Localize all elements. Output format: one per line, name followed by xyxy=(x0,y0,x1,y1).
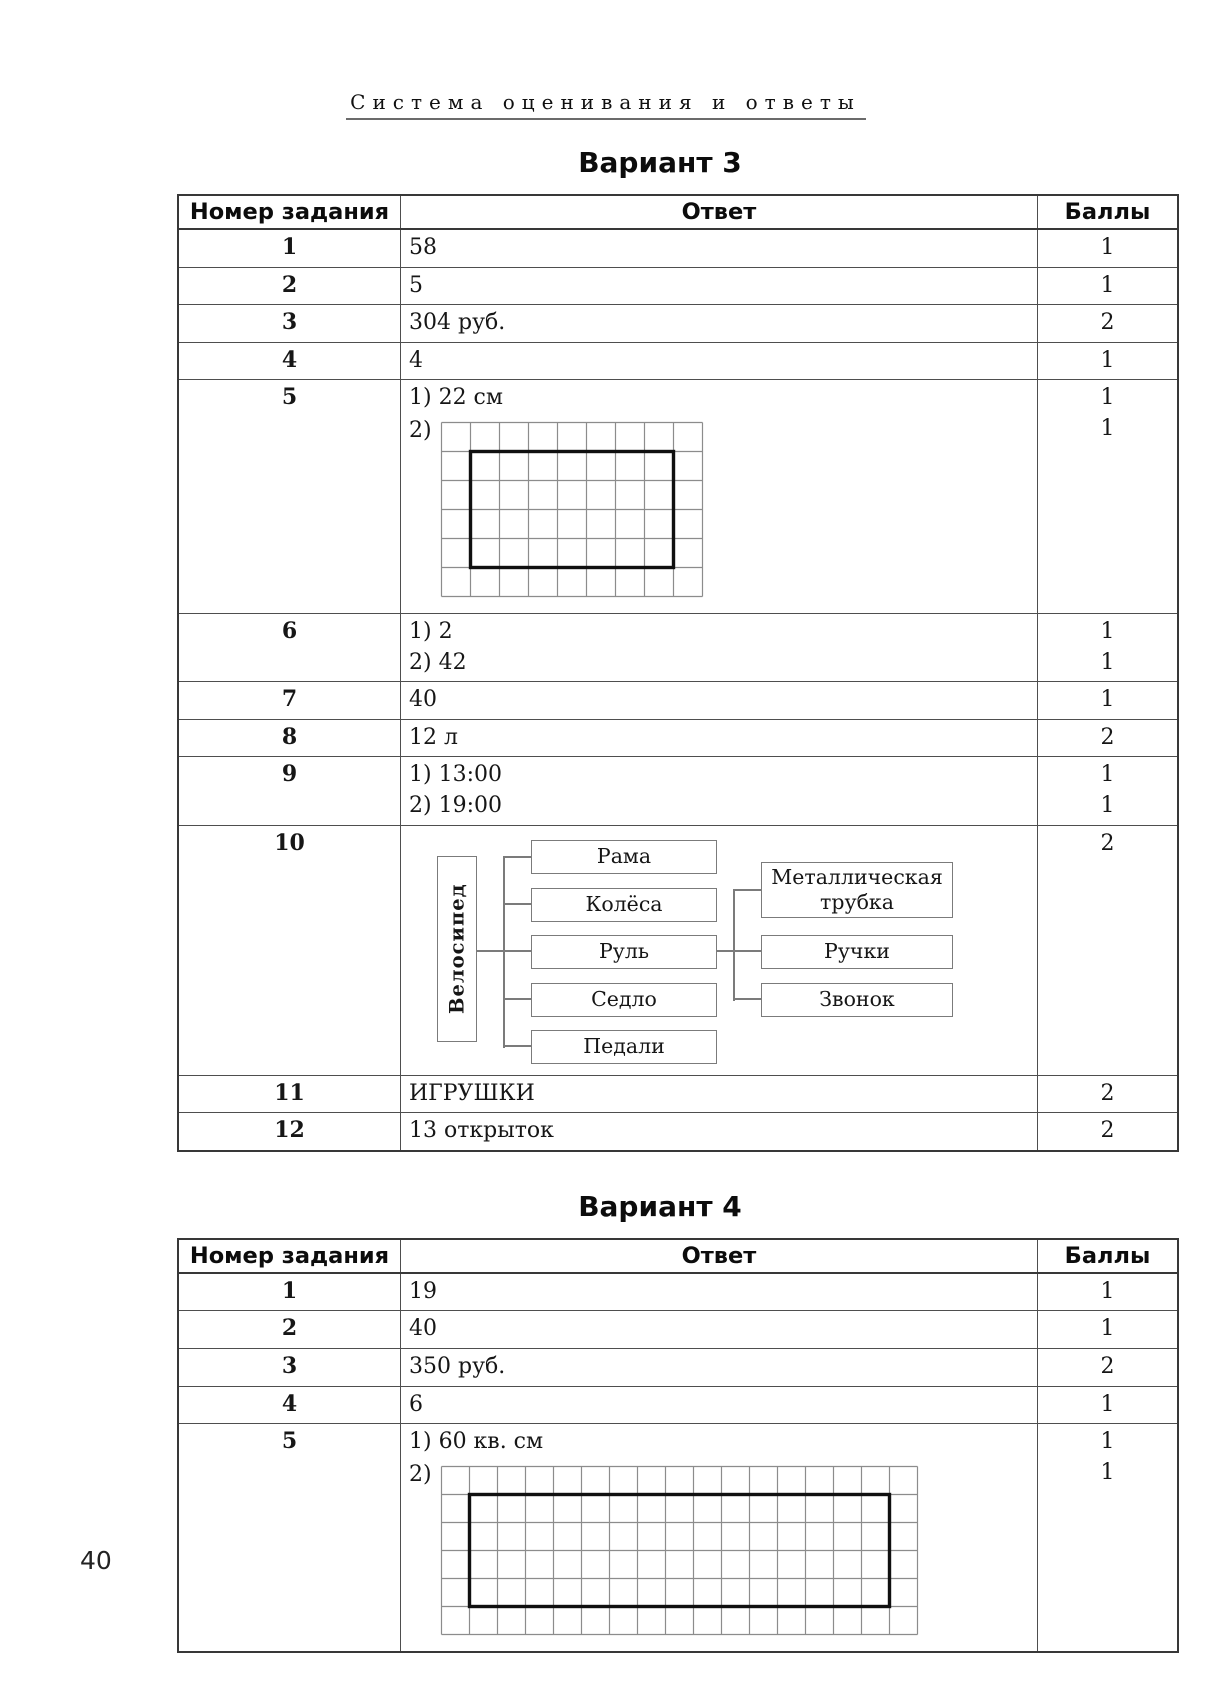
answer-line: 1) 60 кв. см xyxy=(409,1429,544,1455)
answer-cell xyxy=(401,1424,1038,1652)
diagram-subnode-box: Металлическая трубка xyxy=(761,862,953,918)
points-value: 1 xyxy=(1100,792,1115,818)
points-value: 1 xyxy=(1100,687,1115,713)
page-number: 40 xyxy=(80,1546,112,1575)
points-cell xyxy=(1038,229,1179,267)
points-value: 1 xyxy=(1100,762,1115,788)
points-cell xyxy=(1038,342,1179,380)
running-header-text: Система оценивания и ответы xyxy=(350,90,861,114)
answer-line: 304 руб. xyxy=(409,310,506,336)
diagram-node-box: Седло xyxy=(531,983,717,1017)
table-row xyxy=(178,825,1178,1075)
table-row xyxy=(178,1273,1178,1311)
task-number-cell: 12 xyxy=(178,1113,401,1151)
table-row xyxy=(178,682,1178,720)
running-header xyxy=(156,0,1056,120)
task-number-cell: 10 xyxy=(178,825,401,1075)
table-row xyxy=(178,342,1178,380)
diagram-connector xyxy=(504,856,531,858)
task-number-cell: 8 xyxy=(178,719,401,757)
column-header: Ответ xyxy=(401,1239,1038,1273)
diagram-node-box: Педали xyxy=(531,1030,717,1064)
points-cell xyxy=(1038,1386,1179,1424)
grid-lines xyxy=(441,422,702,596)
answer-line: 1) 13:00 xyxy=(409,762,502,788)
task-number-cell: 4 xyxy=(178,342,401,380)
points-cell xyxy=(1038,613,1179,681)
task-number-cell: 5 xyxy=(178,1424,401,1652)
answer-cell xyxy=(401,342,1038,380)
answer-line: 58 xyxy=(409,235,437,260)
points-value: 1 xyxy=(1100,415,1115,441)
diagram-node-box: Колёса xyxy=(531,888,717,922)
task-number-cell: 3 xyxy=(178,305,401,343)
diagram-subnode-box: Ручки xyxy=(761,935,953,969)
diagram-connector xyxy=(735,950,761,952)
table-row xyxy=(178,757,1178,825)
points-cell xyxy=(1038,1348,1179,1386)
answer-line: 5 xyxy=(409,272,423,298)
answer-cell xyxy=(401,682,1038,720)
points-cell xyxy=(1038,719,1179,757)
bicycle-diagram xyxy=(409,832,1013,1068)
answer-line: 1) 22 см xyxy=(409,385,503,411)
column-header: Баллы xyxy=(1038,1239,1179,1273)
variant3-table-body xyxy=(178,229,1178,1151)
points-cell xyxy=(1038,305,1179,343)
column-header: Ответ xyxy=(401,195,1038,229)
points-cell xyxy=(1038,1075,1179,1113)
answer-line: 19 xyxy=(409,1278,437,1304)
variant3-table-head xyxy=(178,195,1178,229)
header-row xyxy=(178,195,1178,229)
diagram-connector xyxy=(735,889,761,891)
answer-line: 40 xyxy=(409,1316,437,1342)
task-number-cell: 6 xyxy=(178,613,401,681)
answer-cell xyxy=(401,380,1038,614)
diagram-subnode-box: Звонок xyxy=(761,983,953,1017)
points-cell xyxy=(1038,825,1179,1075)
variant4-title: Вариант 4 xyxy=(578,1189,742,1223)
variant4-table-body xyxy=(178,1273,1178,1652)
points-value: 1 xyxy=(1100,1278,1115,1304)
column-header: Номер задания xyxy=(178,195,401,229)
table-row xyxy=(178,1424,1178,1652)
table-row xyxy=(178,1075,1178,1113)
task-number-cell: 2 xyxy=(178,267,401,305)
answer-line: 350 руб. xyxy=(409,1353,506,1379)
grid-block xyxy=(409,417,1029,598)
answer-cell xyxy=(401,1386,1038,1424)
points-value: 1 xyxy=(1100,235,1115,260)
points-cell xyxy=(1038,1424,1179,1652)
task-number-cell: 7 xyxy=(178,682,401,720)
answer-cell xyxy=(401,1075,1038,1113)
variant3-title: Вариант 3 xyxy=(578,146,742,179)
column-header: Номер задания xyxy=(178,1239,401,1273)
task-number-cell: 3 xyxy=(178,1348,401,1386)
diagram-connector xyxy=(733,889,735,1001)
answer-line: 2) 19:00 xyxy=(409,792,502,818)
points-value: 1 xyxy=(1100,618,1115,644)
diagram-connector xyxy=(503,856,505,1048)
diagram-root-box: Велосипед xyxy=(437,856,477,1042)
table-row xyxy=(178,380,1178,614)
task-number-cell: 9 xyxy=(178,757,401,825)
answer-grid xyxy=(440,1465,919,1636)
answer-line: ИГРУШКИ xyxy=(409,1080,535,1106)
diagram-node-box: Рама xyxy=(531,840,717,874)
table-row xyxy=(178,1311,1178,1349)
task-number-cell: 11 xyxy=(178,1075,401,1113)
points-value: 1 xyxy=(1100,1391,1115,1417)
points-cell xyxy=(1038,682,1179,720)
points-cell xyxy=(1038,380,1179,614)
table-row xyxy=(178,305,1178,343)
task-number-cell: 1 xyxy=(178,1273,401,1311)
diagram-connector xyxy=(504,1045,531,1047)
header-row xyxy=(178,1239,1178,1273)
points-value: 1 xyxy=(1100,1429,1115,1455)
task-number-cell: 2 xyxy=(178,1311,401,1349)
task-number-cell: 5 xyxy=(178,380,401,614)
grid-lines xyxy=(441,1466,917,1634)
table-row xyxy=(178,613,1178,681)
points-value: 1 xyxy=(1100,347,1115,373)
answer-line: 1) 2 xyxy=(409,618,453,644)
grid-block xyxy=(409,1461,1029,1636)
points-value: 1 xyxy=(1100,1459,1115,1485)
answer-line: 2) xyxy=(409,1461,432,1487)
points-value: 2 xyxy=(1100,724,1115,750)
task-number-cell: 4 xyxy=(178,1386,401,1424)
table-row xyxy=(178,719,1178,757)
diagram-connector xyxy=(504,903,531,905)
diagram-node-box: Руль xyxy=(531,935,717,969)
points-value: 1 xyxy=(1100,272,1115,298)
table-row xyxy=(178,1113,1178,1151)
points-cell xyxy=(1038,1113,1179,1151)
points-value: 2 xyxy=(1100,1080,1115,1106)
answer-line: 6 xyxy=(409,1391,423,1417)
answer-line: 40 xyxy=(409,687,437,713)
points-cell xyxy=(1038,1311,1179,1349)
answer-cell xyxy=(401,305,1038,343)
answer-line: 2) 42 xyxy=(409,649,467,675)
answer-cell xyxy=(401,1311,1038,1349)
answer-cell xyxy=(401,719,1038,757)
diagram-connector xyxy=(504,998,531,1000)
answer-line: 2) xyxy=(409,417,432,443)
variant4-answers-table xyxy=(177,1238,1179,1653)
points-value: 1 xyxy=(1100,649,1115,675)
points-cell xyxy=(1038,757,1179,825)
answer-line: 12 л xyxy=(409,724,458,750)
points-value: 1 xyxy=(1100,385,1115,411)
points-value: 1 xyxy=(1100,1316,1115,1342)
task-number-cell: 1 xyxy=(178,229,401,267)
answer-cell xyxy=(401,229,1038,267)
variant3-answers-table xyxy=(177,194,1179,1152)
points-cell xyxy=(1038,1273,1179,1311)
answer-cell xyxy=(401,825,1038,1075)
answer-line: 4 xyxy=(409,347,423,373)
points-cell xyxy=(1038,267,1179,305)
answer-cell xyxy=(401,1273,1038,1311)
answer-line: 13 открыток xyxy=(409,1118,554,1144)
diagram-connector xyxy=(735,998,761,1000)
column-header: Баллы xyxy=(1038,195,1179,229)
answer-grid xyxy=(440,421,704,598)
answer-cell xyxy=(401,1348,1038,1386)
answer-cell xyxy=(401,613,1038,681)
table-row xyxy=(178,267,1178,305)
table-row xyxy=(178,229,1178,267)
points-value: 2 xyxy=(1100,830,1115,856)
points-value: 2 xyxy=(1100,310,1115,336)
table-row xyxy=(178,1386,1178,1424)
answer-cell xyxy=(401,267,1038,305)
table-row xyxy=(178,1348,1178,1386)
variant4-table-head xyxy=(178,1239,1178,1273)
points-value: 2 xyxy=(1100,1353,1115,1379)
answer-cell xyxy=(401,1113,1038,1151)
points-value: 2 xyxy=(1100,1118,1115,1144)
answer-cell xyxy=(401,757,1038,825)
